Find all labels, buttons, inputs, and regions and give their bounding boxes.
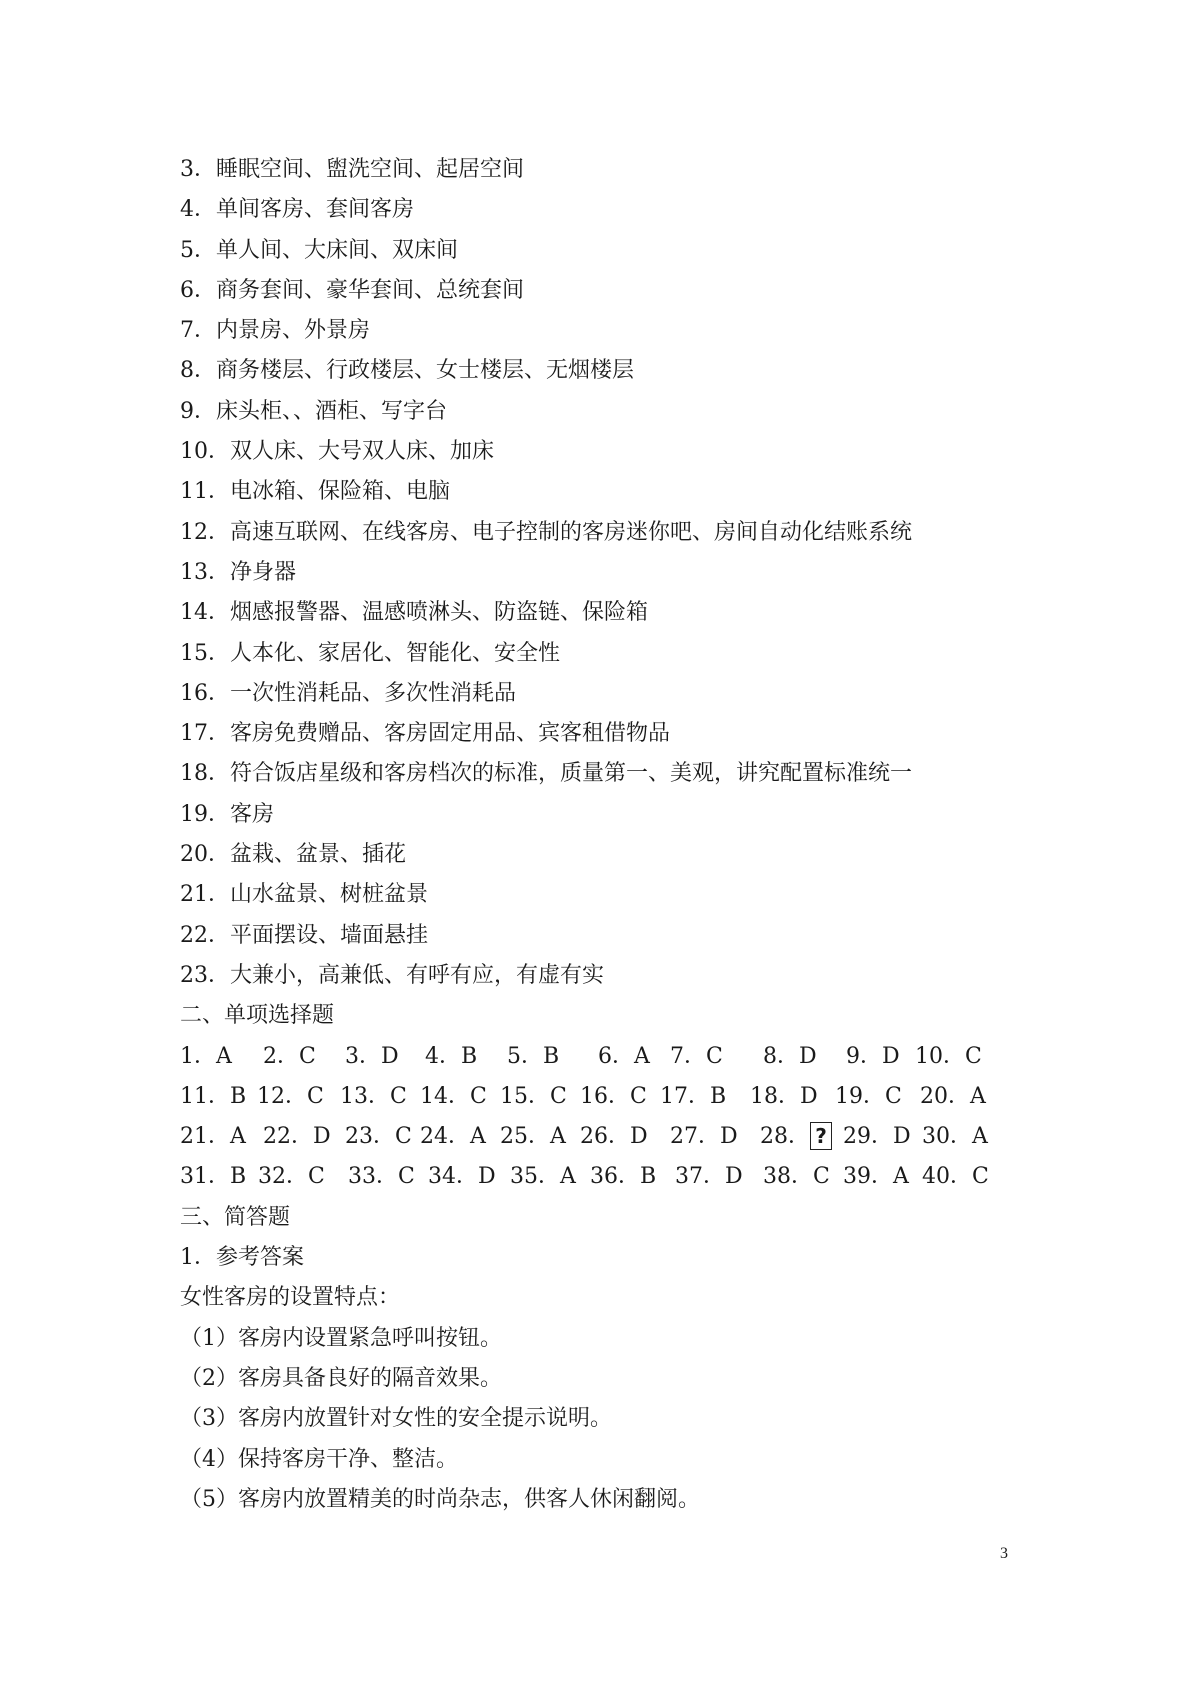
mc-answer: 36．B [590, 1164, 657, 1190]
mc-answer: 3．D [345, 1043, 399, 1069]
answer-line: 11．电冰箱、保险箱、电脑 [180, 479, 450, 505]
answer-intro: 女性客房的设置特点： [180, 1285, 401, 1311]
mc-answer: 23．C [345, 1124, 412, 1150]
mc-answer-row [180, 1157, 1030, 1197]
mc-answer: 27．D [670, 1124, 738, 1150]
answer-line: 8．商务楼层、行政楼层、女士楼层、无烟楼层 [180, 358, 634, 384]
mc-answer: 25．A [500, 1124, 566, 1150]
answer-point: （2）客房具备良好的隔音效果。 [180, 1365, 502, 1391]
mc-answer-number: 28． [760, 1124, 810, 1150]
mc-answer: 26．D [580, 1124, 648, 1150]
mc-answer: 6．A [598, 1043, 650, 1069]
mc-answer: 32．C [258, 1164, 325, 1190]
answer-line: 5．单人间、大床间、双床间 [180, 237, 458, 263]
question-label: 1．参考答案 [180, 1245, 304, 1271]
answer-line: 18．符合饭店星级和客房档次的标准，质量第一、美观，讲究配置标准统一 [180, 761, 912, 787]
mc-answer: 35．A [510, 1164, 576, 1190]
mc-answer: 40．C [922, 1164, 989, 1190]
mc-answer: 14．C [420, 1083, 487, 1109]
mc-answer: 1．A [180, 1043, 232, 1069]
mc-answer: 38．C [763, 1164, 830, 1190]
answer-line: 4．单间客房、套间客房 [180, 197, 414, 223]
answer-line: 22．平面摆设、墙面悬挂 [180, 922, 428, 948]
mc-answer [760, 1117, 832, 1157]
answer-line: 16．一次性消耗品、多次性消耗品 [180, 680, 516, 706]
answer-line: 19．客房 [180, 801, 274, 827]
answer-line: 17．客房免费赠品、客房固定用品、宾客租借物品 [180, 721, 670, 747]
mc-answer: 34．D [428, 1164, 496, 1190]
mc-answer: 13．C [340, 1083, 407, 1109]
mc-answer: 37．D [675, 1164, 743, 1190]
mc-answer: 24．A [420, 1124, 486, 1150]
mc-answer: 12．C [257, 1083, 324, 1109]
answer-line: 10．双人床、大号双人床、加床 [180, 439, 494, 465]
answer-line: 12．高速互联网、在线客房、电子控制的客房迷你吧、房间自动化结账系统 [180, 519, 912, 545]
mc-answer: 4．B [425, 1043, 478, 1069]
mc-answer: 8．D [763, 1043, 817, 1069]
mc-answer: 7．C [670, 1043, 723, 1069]
mc-answer-row [180, 1077, 1030, 1117]
question-mark-box: ? [810, 1122, 832, 1150]
answer-line: 21．山水盆景、树桩盆景 [180, 882, 428, 908]
answer-content [180, 150, 1030, 1520]
mc-answer: 11．B [180, 1083, 247, 1109]
answer-line: 23．大兼小，高兼低、有呼有应，有虚有实 [180, 962, 604, 988]
mc-answer: 33．C [348, 1164, 415, 1190]
mc-answer: 22．D [263, 1124, 331, 1150]
answer-line: 3．睡眠空间、盥洗空间、起居空间 [180, 157, 524, 182]
answer-line: 9．床头柜、、酒柜、写字台 [180, 398, 447, 424]
section-heading-short-answer: 三、简答题 [180, 1204, 291, 1230]
mc-answer-row [180, 1117, 1030, 1157]
answer-line: 6．商务套间、豪华套间、总统套间 [180, 277, 524, 303]
section-heading-multiple-choice: 二、单项选择题 [180, 1003, 335, 1029]
mc-answer: 21．A [180, 1124, 246, 1150]
mc-answer: 15．C [500, 1083, 567, 1109]
mc-answer: 9．D [846, 1043, 900, 1069]
mc-answer: 31．B [180, 1164, 247, 1190]
mc-answer: 19．C [835, 1083, 902, 1109]
mc-answer: 20．A [920, 1083, 986, 1109]
mc-answer: 30．A [922, 1124, 988, 1150]
answer-point: （4）保持客房干净、整洁。 [180, 1446, 458, 1472]
mc-answer: 5．B [507, 1043, 560, 1069]
mc-answer-row [180, 1037, 1030, 1077]
answer-point: （5）客房内放置精美的时尚杂志，供客人休闲翻阅。 [180, 1486, 700, 1512]
answer-point: （3）客房内放置针对女性的安全提示说明。 [180, 1406, 612, 1432]
answer-line: 13．净身器 [180, 559, 296, 585]
answer-line: 15．人本化、家居化、智能化、安全性 [180, 640, 560, 666]
answer-point: （1）客房内设置紧急呼叫按钮。 [180, 1325, 502, 1351]
page-number: 3 [1000, 1545, 1008, 1562]
mc-answer: 16．C [580, 1083, 647, 1109]
mc-answer: 2．C [263, 1043, 316, 1069]
mc-answer: 39．A [843, 1164, 909, 1190]
mc-answer: 10．C [915, 1043, 982, 1069]
mc-answer: 29．D [843, 1124, 911, 1150]
answer-line: 14．烟感报警器、温感喷淋头、防盗链、保险箱 [180, 600, 648, 626]
answer-line: 20．盆栽、盆景、插花 [180, 842, 406, 868]
mc-answer: 18．D [750, 1083, 818, 1109]
mc-answer: 17．B [660, 1083, 727, 1109]
answer-line: 7．内景房、外景房 [180, 318, 370, 344]
